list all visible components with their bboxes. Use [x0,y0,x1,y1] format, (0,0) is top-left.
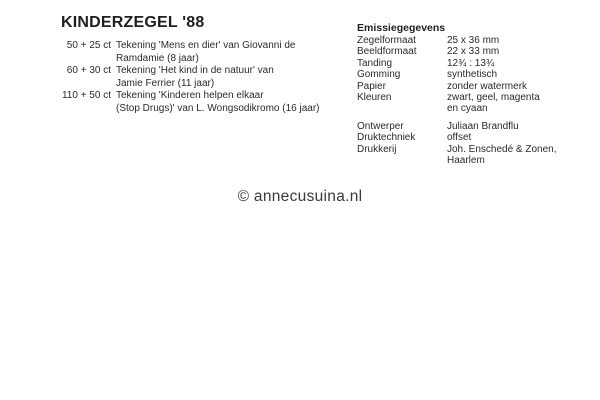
spec-row [357,92,592,115]
spec-value-line: Juliaan Brandflu [447,120,519,132]
spec-value [447,92,540,115]
spec-value-line: Haarlem [447,155,485,167]
emission-details [357,22,592,166]
spec-row [357,35,592,46]
spec-label: Papier [357,80,386,92]
spec-row [357,132,592,143]
stamp-row [60,40,360,65]
spec-row [357,69,592,80]
spec-value-line: en cyaan [447,103,488,115]
stamp-list [60,40,360,115]
spec-row [357,46,592,57]
spec-value-line: synthetisch [447,69,498,81]
spec-value-line: Joh. Enschedé & Zonen, [447,143,557,155]
stamp-description-line: Jamie Ferrier (11 jaar) [116,77,215,89]
spec-label: Druktechniek [357,132,416,144]
spec-value [447,121,519,132]
stamp-value: 110 + 50 ct [61,90,111,101]
spec-label: Zegelformaat [357,35,416,46]
spec-label: Gomming [357,69,401,81]
stamp-description-line: Tekening 'Het kind in de natuur' van [116,65,274,76]
stamp-description-line: Ramdamie (8 jaar) [116,52,199,64]
spec-value-line: 12¾ : 13¾ [447,57,495,69]
stamp-description-line: Tekening 'Kinderen helpen elkaar [116,90,264,101]
stamp-description-line: (Stop Drugs)' van L. Wongsodikromo (16 jaar) [116,102,320,114]
spec-label: Beeldformaat [357,46,417,58]
spec-value [447,69,497,80]
spec-value-line: 25 x 36 mm [447,35,500,46]
spec-value [447,35,499,46]
spec-value-line: 22 x 33 mm [447,46,500,58]
spec-label: Ontwerper [357,120,404,132]
spec-row [357,58,592,69]
stamp-row [60,65,360,90]
spec-row [357,144,592,167]
spec-value-line: zwart, geel, magenta [447,92,540,104]
spec-value [447,144,557,167]
stamp-description [116,65,336,90]
stamp-value: 60 + 30 ct [66,65,111,76]
spec-row [357,121,592,132]
spec-value [447,46,499,57]
spec-label: Kleuren [357,92,392,104]
spec-label: Drukkerij [357,143,397,155]
page-title: KINDERZEGEL '88 [61,14,205,31]
spec-value-line: zonder watermerk [447,80,528,92]
spec-row [357,81,592,92]
spec-value [447,81,527,92]
stamp-description [116,90,336,115]
stamp-value: 50 + 25 ct [66,40,111,51]
stamp-row [60,90,360,115]
spec-value [447,58,494,69]
stamp-description-line: Tekening 'Mens en dier' van Giovanni de [116,40,296,51]
spec-label: Tanding [357,57,393,69]
emission-heading: Emissiegegevens [357,22,446,34]
stamp-description [116,40,336,65]
spec-value-line: offset [447,132,472,144]
watermark-text: © annecusuina.nl [237,188,363,205]
spec-value [447,132,471,143]
